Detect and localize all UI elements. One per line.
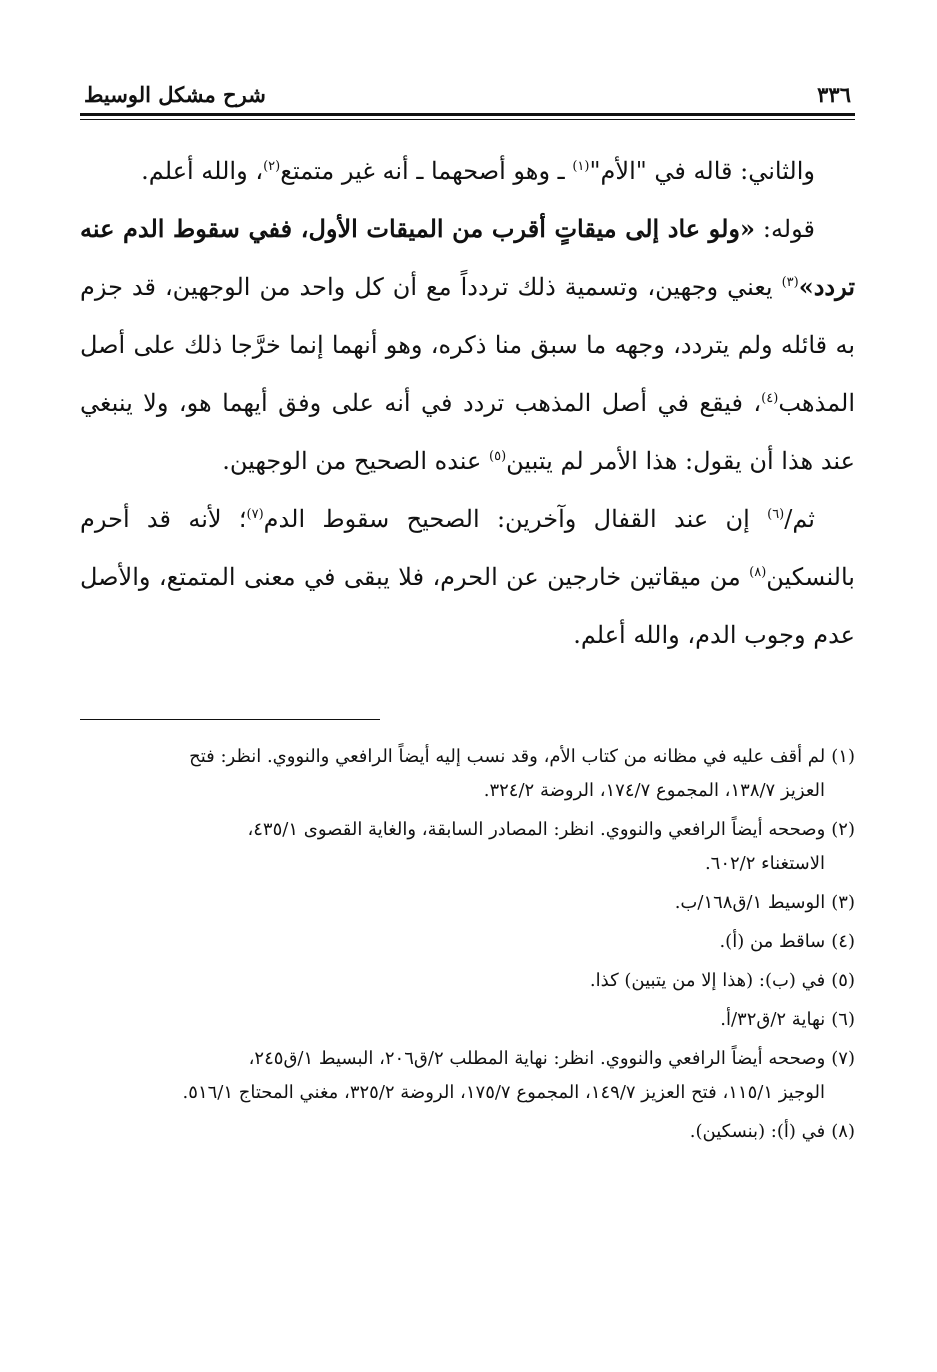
header-rule-thin: [80, 119, 855, 120]
footnote-ref-5[interactable]: (٥): [489, 449, 507, 464]
paragraph-3: ثم/$^{(٦)}$ إن عند القفال وآخرين: الصحيح سقوط الدم$^{(٧)}$؛ لأنه قد أحرم بالنسكين$^{(٨)}$ من ميقاتين خارجين عن الحرم، فلا يبقى في معنى المتمتع، والأصل عدم وجوب الدم، والله أعلم.: [80, 505, 855, 649]
page-header: [80, 75, 855, 107]
footnote-8: (٨)في (أ): (بنسكين).: [689, 1121, 855, 1142]
footnote-ref-4[interactable]: (٤): [761, 391, 779, 406]
header-rule-thick: [80, 113, 855, 116]
footnote-4: (٤)ساقط من (أ).: [719, 931, 855, 952]
page-number: ٣٣٦: [817, 82, 851, 107]
footnote-1: (١)لم أقف عليه في مظانه من كتاب الأم، وقد نسب إليه أيضاً الرافعي والنووي. انظر: فتح العزيز ١٣٨/٧، المجموع ١٧٤/٧، الروضة ٣٢٤/٢.: [189, 746, 855, 801]
footnote-ref-2[interactable]: (٢): [263, 159, 281, 174]
book-title: شرح مشكل الوسيط: [84, 82, 266, 107]
footnotes: [80, 740, 855, 1149]
footnote-ref-8[interactable]: (٨): [749, 565, 767, 580]
footnote-6: (٦)نهاية ٢/ق٣٢/أ.: [720, 1009, 855, 1030]
footnote-2: (٢)وصححه أيضاً الرافعي والنووي. انظر: المصادر السابقة، والغاية القصوى ٤٣٥/١، الاستغناء ٦٠٢/٢.: [247, 819, 855, 874]
footnote-ref-6[interactable]: (٦): [767, 507, 785, 522]
footnote-separator: [80, 719, 380, 720]
quoted-text: «ولو عاد إلى ميقاتٍ أقرب من الميقات الأول، ففي سقوط الدم عنه تردد»: [80, 214, 855, 301]
footnote-ref-7[interactable]: (٧): [246, 507, 264, 522]
footnote-3: (٣)الوسيط ١/ق١٦٨/ب.: [674, 892, 855, 913]
paragraph-1: والثاني: قاله في "الأم"$^{(١)}$ ـ وهو أصحهما ـ أنه غير متمتع$^{(٢)}$، والله أعلم.: [141, 157, 815, 185]
footnote-7: (٧)وصححه أيضاً الرافعي والنووي. انظر: نهاية المطلب ٢/ق٢٠٦، البسيط ١/ق٢٤٥، الوجيز ١١٥/١، فتح العزيز ١٤٩/٧، المجموع ١٧٥/٧، الروضة ٣٢٥/٢، مغني المحتاج ٥١٦/١.: [182, 1048, 855, 1103]
main-text: [80, 142, 855, 664]
book-page: [80, 75, 855, 1335]
footnote-5: (٥)في (ب): (هذا إلا من يتبين) كذا.: [589, 970, 855, 991]
footnote-ref-3[interactable]: (٣): [781, 275, 799, 290]
footnote-ref-1[interactable]: (١): [572, 159, 590, 174]
paragraph-2: قوله: «ولو عاد إلى ميقاتٍ أقرب من الميقات الأول، ففي سقوط الدم عنه تردد»$^{(٣)}$ يعني وجهين، وتسمية ذلك تردداً مع أن كل واحد من الوجهين، قد جزم به قائله ولم يتردد، وجهه ما سبق منا ذكره، وهو أنهما إنما خرَّجا ذلك على أصل المذهب$^{(٤)}$، فيقع في أصل المذهب تردد في أنه على وفق أيهما هو، ولا ينبغي عند هذا أن يقول: هذا الأمر لم يتبين$^{(٥)}$ عنده الصحيح من الوجهين.: [80, 214, 855, 475]
